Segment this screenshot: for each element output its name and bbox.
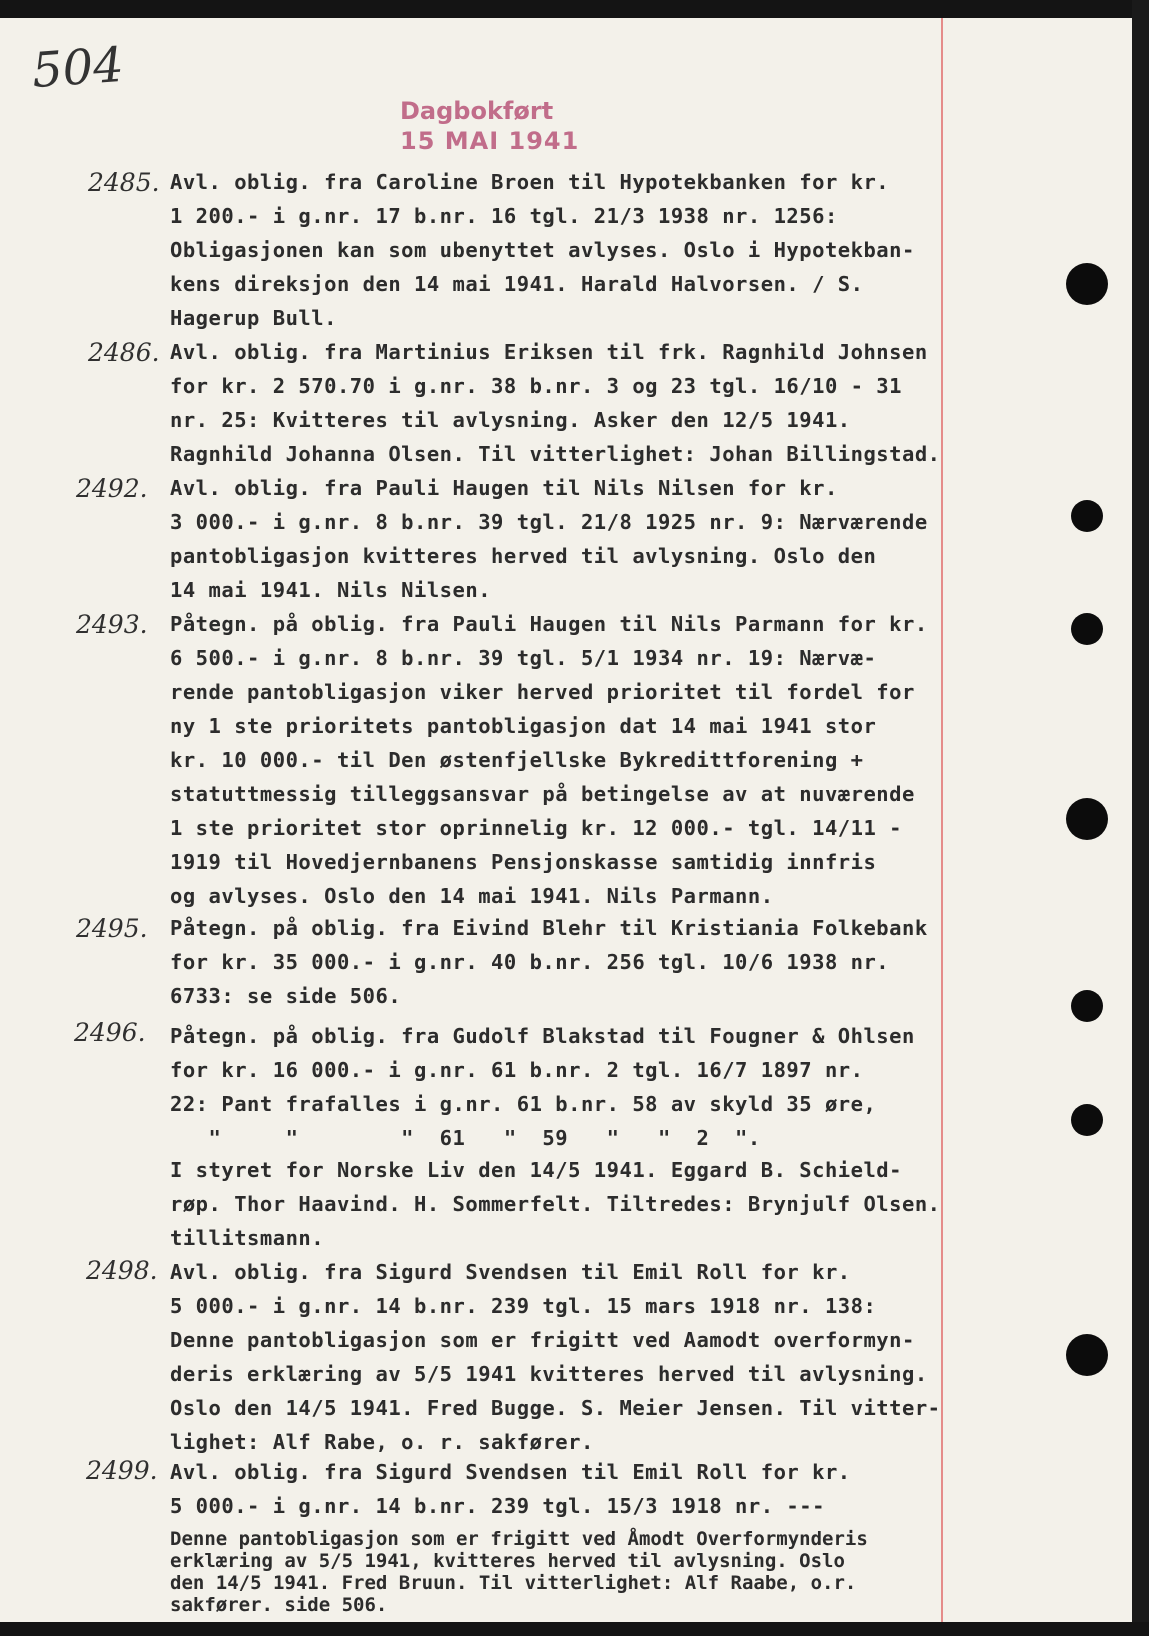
entry-line: rende pantobligasjon viker herved prioritet til fordel for	[170, 680, 915, 704]
entry-line: Oslo den 14/5 1941. Fred Bugge. S. Meier Jensen. Til vitter-	[170, 1396, 941, 1420]
entry-line: kens direksjon den 14 mai 1941. Harald Halvorsen. / S.	[170, 272, 864, 296]
entry-number: 2485.	[88, 168, 160, 197]
entry-line: 5 000.- i g.nr. 14 b.nr. 239 tgl. 15/3 1918 nr. ---	[170, 1494, 825, 1518]
page-number: 504	[30, 36, 126, 100]
entry-line: 6 500.- i g.nr. 8 b.nr. 39 tgl. 5/1 1934 nr. 19: Nærvæ-	[170, 646, 877, 670]
punch-hole-4	[1066, 798, 1108, 840]
entry-line: for kr. 2 570.70 i g.nr. 38 b.nr. 3 og 23 tgl. 16/10 - 31	[170, 374, 902, 398]
entry-line: Denne pantobligasjon som er frigitt ved Åmodt Overformynderis	[170, 1528, 868, 1550]
entry-line: Påtegn. på oblig. fra Eivind Blehr til Kristiania Folkebank	[170, 916, 928, 940]
entry-number: 2496.	[74, 1018, 146, 1047]
entry-line: Denne pantobligasjon som er frigitt ved Aamodt overformyn-	[170, 1328, 915, 1352]
registration-stamp	[400, 96, 579, 156]
entry-number: 2492.	[76, 474, 148, 503]
entry-line: 1919 til Hovedjernbanens Pensjonskasse samtidig innfris	[170, 850, 877, 874]
entry-line: 6733: se side 506.	[170, 984, 402, 1008]
entry-line: Påtegn. på oblig. fra Gudolf Blakstad til Fougner & Ohlsen	[170, 1024, 915, 1048]
entry-line: 3 000.- i g.nr. 8 b.nr. 39 tgl. 21/8 1925 nr. 9: Nærværende	[170, 510, 928, 534]
entry-line: Obligasjonen kan som ubenyttet avlyses. Oslo i Hypotekban-	[170, 238, 915, 262]
entry-line: Avl. oblig. fra Sigurd Svendsen til Emil Roll for kr.	[170, 1460, 851, 1484]
entry-number: 2499.	[86, 1456, 158, 1485]
punch-hole-1	[1066, 263, 1108, 305]
entry-line: Avl. oblig. fra Caroline Broen til Hypotekbanken for kr.	[170, 170, 890, 194]
punch-hole-3	[1071, 613, 1103, 645]
scan-border-right	[1132, 0, 1149, 1636]
entry-line: og avlyses. Oslo den 14 mai 1941. Nils Parmann.	[170, 884, 774, 908]
entry-line: deris erklæring av 5/5 1941 kvitteres herved til avlysning.	[170, 1362, 928, 1386]
entry-line: erklæring av 5/5 1941, kvitteres herved til avlysning. Oslo	[170, 1550, 845, 1572]
stamp-label: Dagbokført	[400, 97, 554, 125]
margin-rule	[941, 18, 943, 1622]
entry-line: pantobligasjon kvitteres herved til avlysning. Oslo den	[170, 544, 877, 568]
entry-line: Ragnhild Johanna Olsen. Til vitterlighet: Johan Billingstad.	[170, 442, 941, 466]
entry-line: 1 ste prioritet stor oprinnelig kr. 12 000.- tgl. 14/11 -	[170, 816, 902, 840]
entry-line: for kr. 35 000.- i g.nr. 40 b.nr. 256 tgl. 10/6 1938 nr.	[170, 950, 890, 974]
entry-line: ny 1 ste prioritets pantobligasjon dat 14 mai 1941 stor	[170, 714, 877, 738]
punch-hole-6	[1071, 1104, 1103, 1136]
punch-hole-5	[1071, 990, 1103, 1022]
entry-line: statuttmessig tilleggsansvar på betingelse av at nuværende	[170, 782, 915, 806]
scan-border-top	[0, 0, 1149, 18]
entry-line: nr. 25: Kvitteres til avlysning. Asker den 12/5 1941.	[170, 408, 851, 432]
entry-number: 2495.	[76, 914, 148, 943]
entry-line: Avl. oblig. fra Sigurd Svendsen til Emil Roll for kr.	[170, 1260, 851, 1284]
entry-line: lighet: Alf Rabe, o. r. sakfører.	[170, 1430, 594, 1454]
entry-line: tillitsmann.	[170, 1226, 325, 1250]
scan-border-bottom	[0, 1622, 1149, 1636]
entry-line: Påtegn. på oblig. fra Pauli Haugen til Nils Parmann for kr.	[170, 612, 928, 636]
entry-line: sakfører. side 506.	[170, 1594, 388, 1616]
entry-line: 5 000.- i g.nr. 14 b.nr. 239 tgl. 15 mars 1918 nr. 138:	[170, 1294, 877, 1318]
entry-line: 22: Pant frafalles i g.nr. 61 b.nr. 58 av skyld 35 øre,	[170, 1092, 877, 1116]
entry-line: " " " 61 " 59 " " 2 ".	[170, 1126, 761, 1150]
entry-line: Hagerup Bull.	[170, 306, 337, 330]
entry-line: røp. Thor Haavind. H. Sommerfelt. Tiltredes: Brynjulf Olsen.	[170, 1192, 941, 1216]
entry-number: 2493.	[76, 610, 148, 639]
stamp-date: 15 MAI 1941	[400, 127, 580, 155]
entry-line: kr. 10 000.- til Den østenfjellske Bykredittforening +	[170, 748, 864, 772]
entry-line: 14 mai 1941. Nils Nilsen.	[170, 578, 492, 602]
entry-line: Avl. oblig. fra Martinius Eriksen til frk. Ragnhild Johnsen	[170, 340, 928, 364]
entry-line: 1 200.- i g.nr. 17 b.nr. 16 tgl. 21/3 1938 nr. 1256:	[170, 204, 838, 228]
entry-line: den 14/5 1941. Fred Bruun. Til vitterlighet: Alf Raabe, o.r.	[170, 1572, 857, 1594]
entry-line: Avl. oblig. fra Pauli Haugen til Nils Nilsen for kr.	[170, 476, 838, 500]
entry-number: 2486.	[88, 338, 160, 367]
punch-hole-2	[1071, 500, 1103, 532]
entry-line: for kr. 16 000.- i g.nr. 61 b.nr. 2 tgl. 16/7 1897 nr.	[170, 1058, 864, 1082]
entry-number: 2498.	[86, 1256, 158, 1285]
entry-line: I styret for Norske Liv den 14/5 1941. Eggard B. Schield-	[170, 1158, 902, 1182]
punch-hole-7	[1066, 1334, 1108, 1376]
